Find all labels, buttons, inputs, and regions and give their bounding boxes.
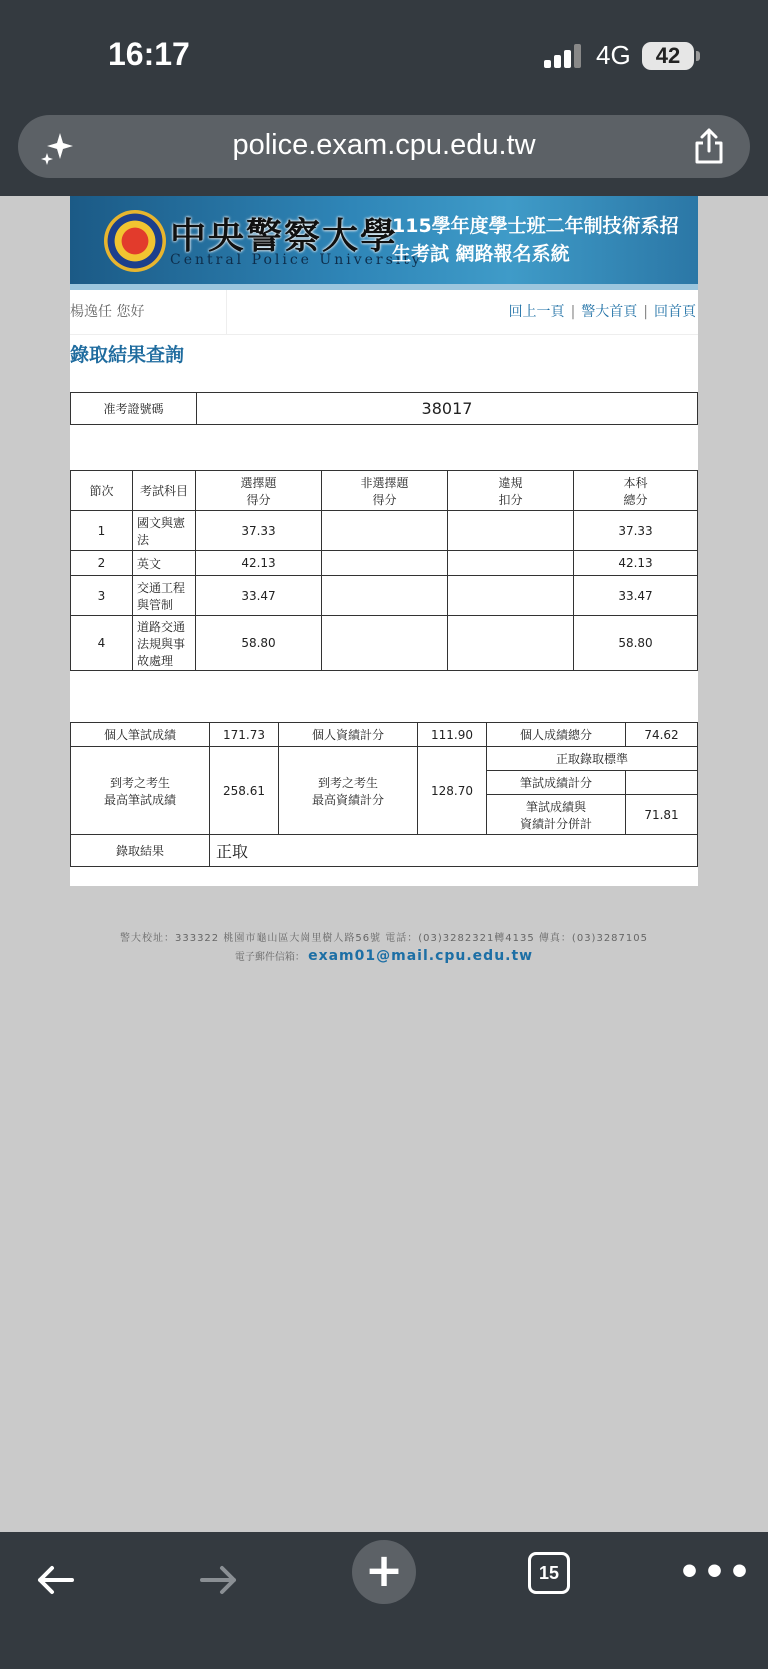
row-no: 3	[71, 576, 133, 616]
row-penalty	[448, 616, 574, 671]
university-emblem	[104, 210, 166, 272]
summary-table	[70, 722, 698, 867]
url-text[interactable]: police.exam.cpu.edu.tw	[232, 129, 536, 161]
max-written-value: 258.61	[210, 747, 279, 835]
nav-separator: |	[570, 304, 576, 320]
table-row	[71, 576, 698, 616]
row-total: 58.80	[574, 616, 698, 671]
tabs-button[interactable]: 15	[528, 1552, 570, 1594]
std-written-value	[626, 771, 698, 795]
university-en-name: Central Police University	[170, 252, 423, 268]
university-cn-name: 中央警察大學	[170, 215, 399, 257]
row-total: 33.47	[574, 576, 698, 616]
nav-row	[70, 290, 698, 335]
more-menu-icon[interactable]: •••	[678, 1552, 754, 1593]
row-no: 4	[71, 616, 133, 671]
written-value: 171.73	[210, 723, 279, 747]
col-header: 選擇題 得分	[196, 471, 322, 511]
col-header: 違規 扣分	[448, 471, 574, 511]
row-subject: 國文與憲法	[133, 511, 196, 551]
new-tab-plus-icon[interactable]: +	[352, 1540, 416, 1604]
max-data-value: 128.70	[418, 747, 487, 835]
status-and-url-bar	[0, 0, 768, 196]
back-arrow-icon[interactable]	[34, 1558, 78, 1602]
table-row	[71, 551, 698, 576]
email-link[interactable]: exam01@mail.cpu.edu.tw	[308, 948, 534, 964]
data-label: 個人資績計分	[279, 723, 418, 747]
nav-links	[509, 290, 696, 334]
col-header: 本科 總分	[574, 471, 698, 511]
cpu-home-link[interactable]: 警大首頁	[581, 304, 638, 320]
col-header: 考試科目	[133, 471, 196, 511]
footer-address: 警大校址：333322 桃園市龜山區大崗里樹人路56號 電話：(03)3282321轉4135 傳真：(03)3287105	[119, 933, 648, 944]
result-value: 正取	[210, 835, 698, 867]
battery-icon: 42	[642, 42, 694, 70]
score-table	[70, 470, 698, 671]
row-mc: 58.80	[196, 616, 322, 671]
nav-separator: |	[643, 304, 648, 320]
row-mc: 42.13	[196, 551, 322, 576]
system-title: 115學年度學士班二年制技術系招生考試 網路報名系統	[392, 215, 679, 265]
col-header: 非選擇題 得分	[322, 471, 448, 511]
row-non-mc	[322, 616, 448, 671]
row-subject: 道路交通法規與事故處理	[133, 616, 196, 671]
battery-tip	[696, 51, 700, 61]
web-page	[70, 196, 698, 886]
back-page-link[interactable]: 回上一頁	[508, 304, 565, 320]
page-title: 錄取結果查詢	[70, 344, 185, 366]
std-combined-label: 筆試成績與 資績計分併計	[487, 795, 626, 835]
row-non-mc	[322, 551, 448, 576]
row-no: 2	[71, 551, 133, 576]
network-type: 4G	[596, 40, 631, 70]
table-row	[71, 511, 698, 551]
row-penalty	[448, 576, 574, 616]
row-no: 1	[71, 511, 133, 551]
std-combined-value: 71.81	[626, 795, 698, 835]
row-subject: 交通工程與管制	[133, 576, 196, 616]
footer-contact	[0, 948, 768, 964]
col-header: 節次	[71, 471, 133, 511]
email-label: 電子郵件信箱：	[234, 952, 305, 963]
max-data-label: 到考之考生 最高資績計分	[279, 747, 418, 835]
total-value: 74.62	[626, 723, 698, 747]
row-penalty	[448, 551, 574, 576]
written-label: 個人筆試成績	[71, 723, 210, 747]
standard-label: 正取錄取標準	[487, 747, 698, 771]
status-time: 16:17	[108, 36, 190, 72]
max-written-label: 到考之考生 最高筆試成績	[71, 747, 210, 835]
table-row	[71, 616, 698, 671]
address-bar[interactable]	[18, 115, 750, 178]
result-label: 錄取結果	[71, 835, 210, 867]
row-mc: 33.47	[196, 576, 322, 616]
std-written-label: 筆試成績計分	[487, 771, 626, 795]
row-subject: 英文	[133, 551, 196, 576]
row-non-mc	[322, 576, 448, 616]
forward-arrow-icon[interactable]	[196, 1558, 240, 1602]
data-value: 111.90	[418, 723, 487, 747]
admission-value: 38017	[197, 393, 698, 425]
row-mc: 37.33	[196, 511, 322, 551]
row-total: 37.33	[574, 511, 698, 551]
home-link[interactable]: 回首頁	[654, 304, 696, 320]
signal-icon	[544, 44, 584, 68]
user-greeting: 楊逸任 您好	[70, 290, 227, 334]
share-icon[interactable]	[692, 127, 726, 165]
browser-toolbar	[0, 1532, 768, 1669]
total-label: 個人成績總分	[487, 723, 626, 747]
row-non-mc	[322, 511, 448, 551]
site-banner	[70, 196, 698, 290]
admission-number-table	[70, 392, 698, 425]
admission-label: 准考證號碼	[71, 393, 197, 425]
row-total: 42.13	[574, 551, 698, 576]
row-penalty	[448, 511, 574, 551]
